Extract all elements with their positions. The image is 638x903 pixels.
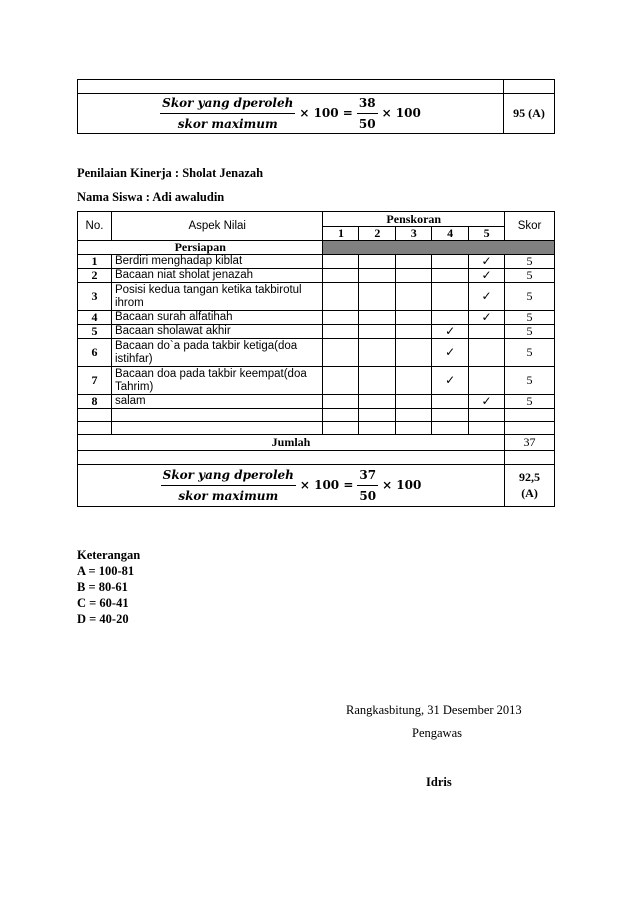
score-cell-5 [469, 325, 505, 339]
table-row [78, 311, 555, 325]
formula-numerator: 𝑺𝒌𝒐𝒓 𝒚𝒂𝒏𝒈 𝒅𝒑𝒆𝒓𝒐𝒍𝒆𝒉 [160, 97, 295, 114]
keterangan-title: Keterangan [77, 548, 141, 562]
score-cell-5 [469, 283, 505, 311]
empty-row [78, 422, 555, 435]
header-skor: Skor [505, 212, 555, 241]
score-cell-3 [396, 311, 432, 325]
row-number: 6 [78, 339, 112, 367]
row-aspek: Bacaan do`a pada takbir ketiga(doa istihfar) [111, 339, 323, 367]
section-shaded-cell [323, 241, 555, 255]
keterangan-item: B = 80-61 [77, 580, 128, 594]
table-row [78, 255, 555, 269]
top-result-cell: 95 (A) [504, 94, 555, 134]
score-cell-2 [359, 283, 396, 311]
score-cell-1 [323, 283, 359, 311]
row-skor: 5 [505, 283, 555, 311]
score-cell-2 [359, 325, 396, 339]
score-cell-2 [359, 311, 396, 325]
score-cell-1 [323, 255, 359, 269]
header-score-3: 3 [396, 227, 432, 241]
row-number: 1 [78, 255, 112, 269]
score-cell-3 [396, 367, 432, 395]
score-formula [78, 97, 503, 131]
row-number: 4 [78, 311, 112, 325]
signature-role: Pengawas [412, 726, 462, 740]
score-cell-1 [323, 311, 359, 325]
score-cell-5 [469, 269, 505, 283]
empty-row [78, 451, 555, 465]
score-cell-2 [359, 395, 396, 409]
score-cell-5 [469, 395, 505, 409]
check-icon: ✓ [481, 310, 492, 324]
bottom-result-cell [505, 465, 555, 507]
row-number: 3 [78, 283, 112, 311]
header-aspek: Aspek Nilai [111, 212, 323, 241]
row-skor: 5 [505, 255, 555, 269]
score-cell-5 [469, 255, 505, 269]
formula-fraction [161, 469, 296, 503]
formula-fraction [160, 97, 295, 131]
header-score-1: 1 [323, 227, 359, 241]
keterangan-item: D = 40-20 [77, 612, 129, 626]
keterangan-block [77, 547, 140, 627]
formula-value-numerator: 𝟑𝟖 [357, 97, 378, 114]
formula-value-fraction [357, 97, 378, 131]
row-aspek: Posisi kedua tangan ketika takbirotul ihrom [111, 283, 323, 311]
table-row [78, 269, 555, 283]
check-icon: ✓ [445, 373, 456, 387]
score-cell-5 [469, 339, 505, 367]
score-cell-1 [323, 367, 359, 395]
score-cell-2 [359, 339, 396, 367]
row-number: 5 [78, 325, 112, 339]
row-skor: 5 [505, 311, 555, 325]
score-cell-4 [432, 255, 469, 269]
score-cell-3 [396, 339, 432, 367]
assessment-rows [78, 255, 555, 409]
score-cell-4 [432, 269, 469, 283]
header-penskoran: Penskoran [323, 212, 505, 227]
score-cell-4 [432, 367, 469, 395]
score-formula-bottom [78, 469, 504, 503]
check-icon: ✓ [481, 254, 492, 268]
row-skor: 5 [505, 339, 555, 367]
empty-row [78, 409, 555, 422]
row-aspek: Bacaan surah alfatihah [111, 311, 323, 325]
score-cell-3 [396, 269, 432, 283]
formula-value-denominator: 𝟓𝟎 [359, 488, 377, 503]
keterangan-item: C = 60-41 [77, 596, 129, 610]
row-aspek: Bacaan sholawat akhir [111, 325, 323, 339]
check-icon: ✓ [445, 324, 456, 338]
student-name: Nama Siswa : Adi awaludin [77, 190, 225, 204]
table-row [78, 325, 555, 339]
row-aspek: Berdiri menghadap kiblat [111, 255, 323, 269]
score-cell-3 [396, 325, 432, 339]
score-cell-4 [432, 339, 469, 367]
result-grade: (A) [521, 486, 538, 500]
formula-times: × 𝟏𝟎𝟎 = [299, 478, 354, 492]
check-icon: ✓ [481, 394, 492, 408]
check-icon: ✓ [481, 268, 492, 282]
score-cell-3 [396, 283, 432, 311]
score-cell-2 [359, 269, 396, 283]
score-cell-3 [396, 395, 432, 409]
score-cell-1 [323, 339, 359, 367]
row-skor: 5 [505, 395, 555, 409]
top-score-table [77, 79, 555, 134]
score-cell-4 [432, 311, 469, 325]
formula-denominator: 𝒔𝒌𝒐𝒓 𝒎𝒂𝒙𝒊𝒎𝒖𝒎 [178, 488, 279, 503]
row-aspek: salam [111, 395, 323, 409]
keterangan-item: A = 100-81 [77, 564, 135, 578]
row-skor: 5 [505, 325, 555, 339]
formula-value-denominator: 𝟓𝟎 [358, 116, 376, 131]
formula-times-100: × 𝟏𝟎𝟎 [381, 106, 421, 120]
score-cell-4 [432, 395, 469, 409]
score-cell-1 [323, 395, 359, 409]
signature-name: Idris [426, 775, 452, 789]
top-empty-cell [504, 80, 555, 94]
table-row [78, 395, 555, 409]
assessment-table [77, 211, 555, 507]
score-cell-5 [469, 311, 505, 325]
formula-denominator: 𝒔𝒌𝒐𝒓 𝒎𝒂𝒙𝒊𝒎𝒖𝒎 [177, 116, 278, 131]
score-cell-3 [396, 255, 432, 269]
row-skor: 5 [505, 269, 555, 283]
row-number: 7 [78, 367, 112, 395]
table-row [78, 283, 555, 311]
table-row [78, 367, 555, 395]
row-skor: 5 [505, 367, 555, 395]
check-icon: ✓ [481, 289, 492, 303]
header-score-5: 5 [469, 227, 505, 241]
score-cell-1 [323, 325, 359, 339]
top-formula-cell [78, 94, 504, 134]
section-persiapan: Persiapan [78, 241, 323, 255]
signature-place-date: Rangkasbitung, 31 Desember 2013 [346, 703, 522, 717]
formula-times-100: × 𝟏𝟎𝟎 [382, 478, 422, 492]
score-cell-1 [323, 269, 359, 283]
header-no: No. [78, 212, 112, 241]
formula-value-numerator: 𝟑𝟕 [357, 469, 378, 486]
formula-value-fraction [357, 469, 378, 503]
score-cell-5 [469, 367, 505, 395]
row-number: 8 [78, 395, 112, 409]
assessment-title: Penilaian Kinerja : Sholat Jenazah [77, 166, 264, 180]
score-cell-4 [432, 325, 469, 339]
bottom-formula-cell [78, 465, 505, 507]
row-aspek: Bacaan doa pada takbir keempat(doa Tahrim) [111, 367, 323, 395]
score-cell-2 [359, 255, 396, 269]
jumlah-label: Jumlah [78, 435, 505, 451]
table-row [78, 339, 555, 367]
header-score-2: 2 [359, 227, 396, 241]
formula-times: × 𝟏𝟎𝟎 = [299, 106, 353, 120]
top-empty-cell [78, 80, 504, 94]
row-number: 2 [78, 269, 112, 283]
check-icon: ✓ [445, 345, 456, 359]
formula-numerator: 𝑺𝒌𝒐𝒓 𝒚𝒂𝒏𝒈 𝒅𝒑𝒆𝒓𝒐𝒍𝒆𝒉 [161, 469, 296, 486]
score-cell-4 [432, 283, 469, 311]
row-aspek: Bacaan niat sholat jenazah [111, 269, 323, 283]
jumlah-value: 37 [505, 435, 555, 451]
header-score-4: 4 [432, 227, 469, 241]
score-cell-2 [359, 367, 396, 395]
result-value: 92,5 [519, 470, 541, 484]
